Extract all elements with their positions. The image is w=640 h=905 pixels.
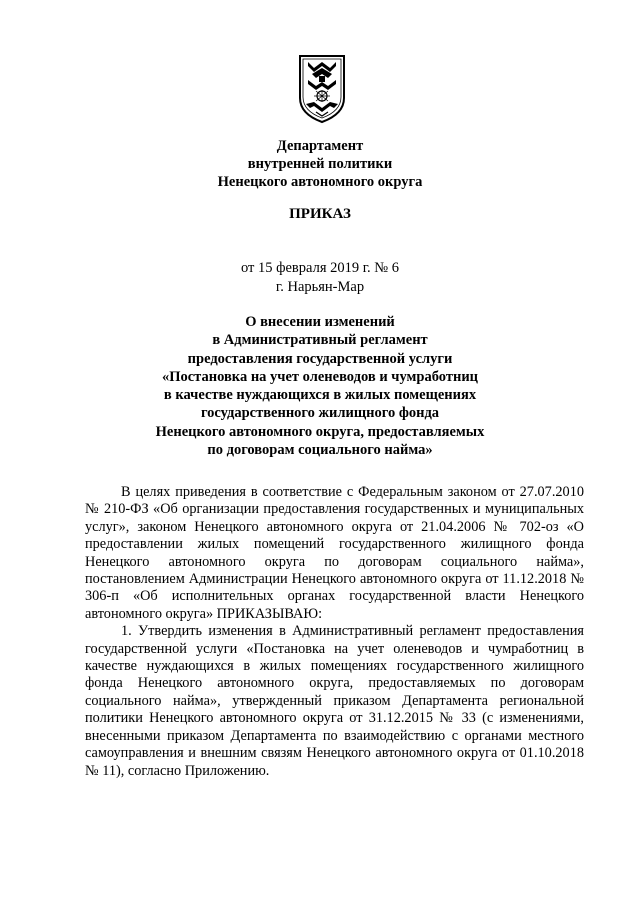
order-body	[85, 484, 584, 780]
preamble-paragraph: В целях приведения в соответствие с Федеральным законом от 27.07.2010 № 210-ФЗ «Об организации предоставления государственных и муниципальных услуг», законом Ненецкого автономного округа от 21.04.2006 № 702-оз «О предоставлении жилых помещений государственного жилищного фонда Ненецкого автономного округа по договорам социального найма», постановлением Администрации Ненецкого автономного округа от 11.12.2018 № 306-п «Об исполнительных органах государственной власти Ненецкого автономного округа» ПРИКАЗЫВАЮ:	[85, 484, 584, 622]
item-1-paragraph: 1. Утвердить изменения в Административный регламент предоставления государственной услуги «Постановка на учет оленеводов и чумработниц в качестве нуждающихся в жилых помещениях государственного жилищного фонда Ненецкого автономного округа, предоставляемых по договорам социального найма», утвержденный приказом Департамента региональной политики Ненецкого автономного округа от 31.12.2015 № 33 (с изменениями, внесенными приказом Департамента по взаимодействию с органами местного самоуправления и внешним связям Ненецкого автономного округа от 01.10.2018 № 11), согласно Приложению.	[85, 623, 584, 779]
department-line-2: внутренней политики	[247, 156, 393, 172]
subject-line: по договорам социального найма»	[207, 442, 433, 459]
subject-line: в Административный регламент	[212, 332, 428, 349]
order-title: ПРИКАЗ	[289, 206, 351, 222]
department-line-3: Ненецкого автономного округа	[217, 174, 423, 190]
subject-line: Ненецкого автономного округа, предоставляемых	[155, 423, 485, 440]
order-place: г. Нарьян-Мар	[275, 279, 365, 295]
order-meta	[0, 259, 640, 297]
order-date-number: от 15 февраля 2019 г. № 6	[240, 260, 400, 276]
order-subject	[0, 313, 640, 459]
subject-line: «Постановка на учет оленеводов и чумработниц	[161, 368, 479, 385]
department-name	[0, 137, 640, 191]
department-line-1: Департамент	[276, 138, 364, 154]
subject-line: в качестве нуждающихся в жилых помещениях	[163, 387, 477, 404]
subject-line: предоставления государственной услуги	[187, 350, 453, 367]
subject-line: государственного жилищного фонда	[200, 405, 440, 422]
coat-of-arms-icon	[294, 52, 350, 124]
subject-line: О внесении изменений	[245, 314, 395, 330]
